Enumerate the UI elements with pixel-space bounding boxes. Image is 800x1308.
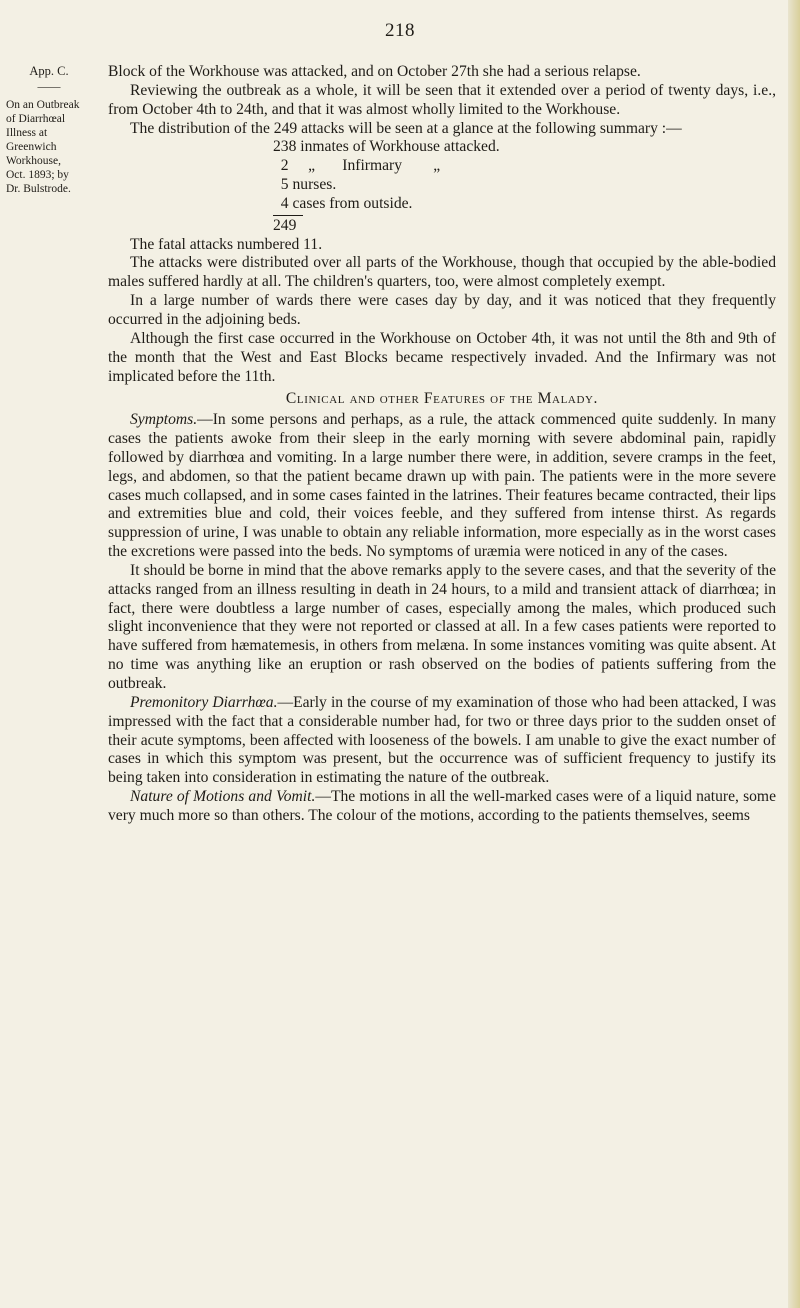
section-heading: Clinical and other Features of the Malady. <box>285 390 599 408</box>
page-number: 218 <box>385 20 415 41</box>
paragraph: In a large number of wards there were cases day by day, and it was noticed that they frequently occurred in the adjoining beds. <box>108 292 776 328</box>
main-text <box>108 63 776 826</box>
paragraph-premonitory <box>108 694 776 788</box>
nature-label: Nature of Motions and Vomit. <box>130 788 316 806</box>
margin-note-line: of Diarrhœal <box>6 113 66 125</box>
summary-row: 4 cases from outside. <box>273 194 413 212</box>
paragraph: The fatal attacks numbered 11. <box>130 235 323 253</box>
nature-text: —The motions in all the well-marked cases were of a liquid nature, some very much more so than others. The colour of the motions, according to the patients themselves, seems <box>108 788 776 824</box>
margin-note <box>6 64 92 196</box>
attack-summary <box>273 138 776 235</box>
paragraph: Block of the Workhouse was attacked, and on October 27th she had a serious relapse. <box>108 63 641 80</box>
symptoms-text: —In some persons and perhaps, as a rule, the attack commenced quite suddenly. In many cases the patients awoke from their sleep in the early morning with severe abdominal pain, rapidly followed by diarrhœa and vomiting. In a large number there were, in addition, severe cramps in the feet, legs, and abdomen, so that the patient became drawn up with pain. The patients were in the more severe cases much collapsed, and in some cases fainted in the latrines. Their features became contracted, their lips and extremities blue and cold, their voices feeble, and they suffered from intense thirst. As regards suppression of urine, I was unable to obtain any reliable information, more especially as in the worst cases the excretions were passed into the beds. No symptoms of uræmia were noticed in any of the cases. <box>108 411 776 561</box>
paragraph: Although the first case occurred in the Workhouse on October 4th, it was not until the 8th and 9th of the month that the West and East Blocks became respectively invaded. And the Infirmary was not implicated before the 11th. <box>108 329 776 385</box>
premonitory-label: Premonitory Diarrhœa. <box>130 693 278 711</box>
margin-note-line: Workhouse, <box>6 155 61 167</box>
symptoms-label: Symptoms. <box>130 411 198 429</box>
paragraph: It should be borne in mind that the above remarks apply to the severe cases, and that the severity of the attacks ranged from an illness resulting in death in 24 hours, to a mild and transient attack of diarrhœa; in fact, there were doubtless a large number of cases, especially among the males, which produced such slight inconvenience that they were not reported or classed at all. In a few cases patients were reported to have suffered from hæmatemesis, in others from melæna. In some instances vomiting was quite absent. At no time was anything like an eruption or rash observed on the bodies of patients suffering from the outbreak. <box>108 561 776 692</box>
margin-note-line: Oct. 1893; by <box>6 169 69 181</box>
premonitory-text: —Early in the course of my examination of those who had been attacked, I was impressed with the fact that a considerable number had, for two or three days prior to the sudden onset of their acute symptoms, been affected with looseness of the bowels. I am unable to give the exact number of cases in which this symptom was present, but the occurrence was of sufficient frequency to justify its being taken into consideration in estimating the nature of the outbreak. <box>108 693 777 787</box>
paragraph: The distribution of the 249 attacks will be seen at a glance at the following summary :— <box>130 119 682 137</box>
page-edge <box>788 0 800 1308</box>
summary-row: 2 „ Infirmary „ <box>273 157 441 175</box>
paragraph: The attacks were distributed over all parts of the Workhouse, though that occupied by the able-bodied males suffered hardly at all. The children's quarters, too, were almost completely exempt. <box>108 254 776 291</box>
paragraph-symptoms <box>108 411 776 562</box>
paragraph: Reviewing the outbreak as a whole, it will be seen that it extended over a period of twenty days, i.e., from October 4th to 24th, and that it was almost wholly limited to the Workhouse. <box>108 81 776 118</box>
margin-note-line: Illness at <box>6 127 48 139</box>
summary-rule <box>273 215 303 216</box>
summary-row: 238 inmates of Workhouse attacked. <box>273 138 500 156</box>
summary-row: 5 nurses. <box>273 176 337 194</box>
margin-note-line: On an Outbreak <box>6 99 80 111</box>
margin-note-line: Dr. Bulstrode. <box>6 183 71 195</box>
margin-note-line: Greenwich <box>6 141 57 153</box>
appendix-label: App. C. <box>29 64 69 78</box>
margin-dash: —— <box>37 81 61 93</box>
summary-total: 249 <box>273 216 297 234</box>
paragraph-nature <box>108 788 776 826</box>
